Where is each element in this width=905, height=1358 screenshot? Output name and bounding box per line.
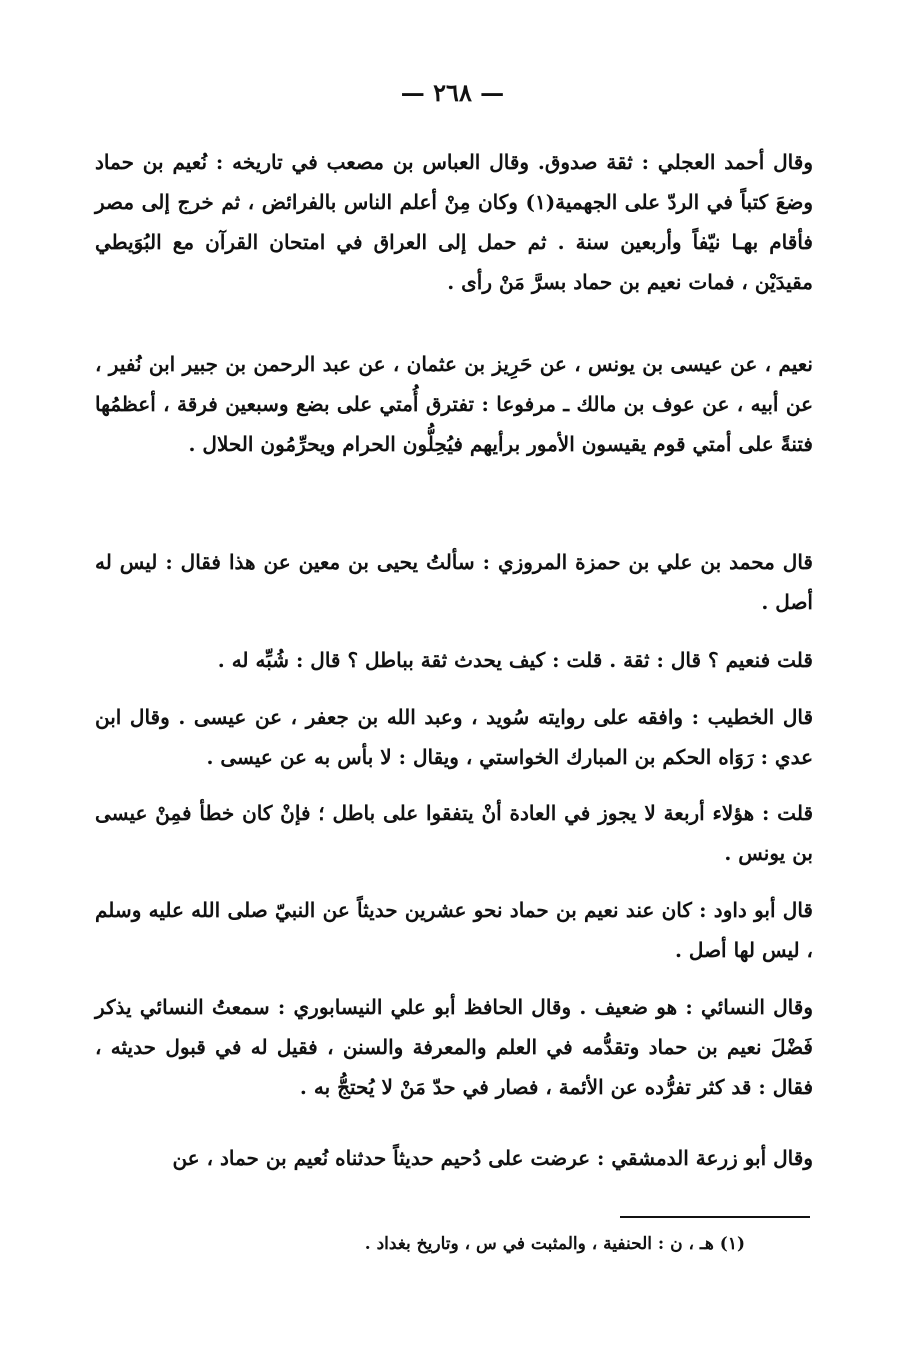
paragraph-6: قلت : هؤلاء أربعة لا يجوز في العادة أنْ يتفقوا على باطل ؛ فإنْ كان خطأ فمِنْ عيسى بن يونس . [95,801,813,865]
footnote-divider [620,1216,810,1218]
paragraph-2: نعيم ، عن عيسى بن يونس ، عن حَرِيز بن عثمان ، عن عبد الرحمن بن جبير ابن نُفير ، عن أبيه ، عن عوف بن مالك ـ مرفوعا : تفترق أُمتي على بضع وسبعين فرقة ، أعظمُها فتنةً على أمتي قوم يقيسون الأمور برأيهم فيُحِلُّون الحرام ويحرِّمُون الحلال . [95,352,813,456]
paragraph-8: وقال النسائي : هو ضعيف . وقال الحافظ أبو علي النيسابوري : سمعتُ النسائي يذكر فَضْلَ نعيم بن حماد وتقدُّمه في العلم والمعرفة والسنن ، فقيل له في قبول حديثه ، فقال : قد كثر تفرُّده عن الأئمة ، فصار في حدّ مَنْ لا يُحتجُّ به . [95,995,813,1099]
paragraph-4: قلت فنعيم ؟ قال : ثقة . قلت : كيف يحدث ثقة بباطل ؟ قال : شُبِّه له . [217,648,813,672]
footnote: (١) هـ ، ن : الحنفية ، والمثبت في س ، وتاريخ بغداد . [364,1234,745,1254]
paragraph-5: قال الخطيب : وافقه على روايته سُويد ، وعبد الله بن جعفر ، عن عيسى . وقال ابن عدي : رَوَاه الحكم بن المبارك الخواستي ، ويقال : لا بأس به عن عيسى . [95,705,813,769]
paragraph-9: وقال أبو زرعة الدمشقي : عرضت على دُحيم حديثاً حدثناه نُعيم بن حماد ، عن [172,1146,813,1170]
paragraph-3: قال محمد بن علي بن حمزة المروزي : سألتُ يحيى بن معين عن هذا فقال : ليس له أصل . [95,550,813,614]
paragraph-1: وقال أحمد العجلي : ثقة صدوق. وقال العباس بن مصعب في تاريخه : نُعيم بن حماد وضعَ كتباً في الردّ على الجهمية(١) وكان مِنْ أعلم الناس بالفرائض ، ثم خرج إلى مصر فأقام بهـا نيّفاً وأربعين سنة . ثم حمل إلى العراق في امتحان القرآن مع البُوَيطي مقيدَيْن ، فمات نعيم بن حماد بسرَّ مَنْ رأى . [95,150,813,294]
page-number: — ٢٦٨ — [400,78,505,107]
paragraph-7: قال أبو داود : كان عند نعيم بن حماد نحو عشرين حديثاً عن النبيّ صلى الله عليه وسلم ، ليس لها أصل . [95,898,813,962]
